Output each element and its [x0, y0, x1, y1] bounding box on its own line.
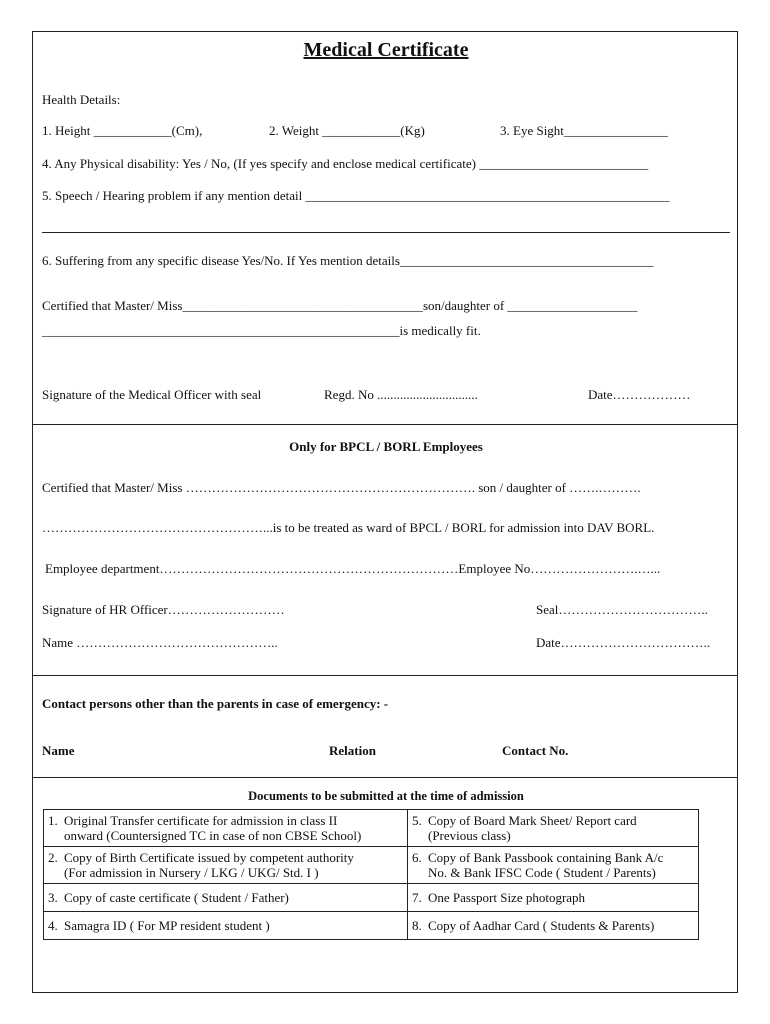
section-divider	[33, 424, 737, 425]
table-row	[44, 810, 699, 847]
document-item: 5. Copy of Board Mark Sheet/ Report card (Previous class)	[408, 810, 699, 847]
height-field: 1. Height ____________(Cm),	[42, 123, 203, 138]
hr-signature-field: Signature of HR Officer………………………	[42, 602, 285, 617]
health-details-heading: Health Details:	[42, 92, 121, 107]
document-item: 4. Samagra ID ( For MP resident student )	[44, 912, 408, 940]
employee-department-field: Employee department……………………………………………………………Employee No…………………….…...	[45, 561, 661, 576]
weight-field: 2. Weight ____________(Kg)	[269, 123, 425, 138]
medical-date-field: Date………………	[588, 387, 691, 402]
bpcl-certified-line-1: Certified that Master/ Miss …………………………………………………………. son / daughter of …….……….	[42, 480, 641, 495]
medical-certified-line-2: _______________________________________________________is medically fit.	[42, 323, 481, 338]
document-item: 1. Original Transfer certificate for admission in class II onward (Countersigned TC in case of non CBSE School)	[44, 810, 408, 847]
eyesight-field: 3. Eye Sight________________	[500, 123, 668, 138]
contact-col-relation: Relation	[329, 743, 376, 758]
document-item: 6. Copy of Bank Passbook containing Bank A/c No. & Bank IFSC Code ( Student / Parents)	[408, 847, 699, 884]
section-divider	[33, 675, 737, 676]
documents-table	[43, 809, 699, 940]
section-divider	[33, 777, 737, 778]
medical-certified-line-1: Certified that Master/ Miss_____________________________________son/daughter of ____________________	[42, 298, 638, 313]
hr-name-field: Name ………………………………………..	[42, 635, 278, 650]
table-row	[44, 847, 699, 884]
document-item: 2. Copy of Birth Certificate issued by competent authority (For admission in Nursery / LKG / UKG/ Std. I )	[44, 847, 408, 884]
document-item: 8. Copy of Aadhar Card ( Students & Parents)	[408, 912, 699, 940]
physical-disability-field: 4. Any Physical disability: Yes / No, (If yes specify and enclose medical certificate) __________________________	[42, 156, 649, 171]
table-row	[44, 912, 699, 940]
contact-col-contact-no: Contact No.	[502, 743, 569, 758]
contact-col-name: Name	[42, 743, 75, 758]
documents-heading: Documents to be submitted at the time of admission	[248, 789, 524, 803]
seal-field: Seal……………………………..	[536, 602, 708, 617]
speech-hearing-field: 5. Speech / Hearing problem if any mention detail ________________________________________________________	[42, 188, 670, 203]
table-row	[44, 884, 699, 912]
document-item: 7. One Passport Size photograph	[408, 884, 699, 912]
medical-officer-signature: Signature of the Medical Officer with seal	[42, 387, 262, 402]
regd-no-field: Regd. No ...............................	[324, 387, 478, 402]
bpcl-certified-line-2: ……………………………………………...is to be treated as ward of BPCL / BORL for admission into DAV BORL.	[42, 520, 655, 535]
bpcl-heading: Only for BPCL / BORL Employees	[289, 439, 483, 454]
certificate-frame	[32, 31, 738, 993]
hr-date-field: Date……………………………..	[536, 635, 711, 650]
page-title: Medical Certificate	[303, 39, 469, 61]
speech-detail-line	[42, 232, 730, 233]
document-item: 3. Copy of caste certificate ( Student / Father)	[44, 884, 408, 912]
disease-field: 6. Suffering from any specific disease Yes/No. If Yes mention details_______________________________________	[42, 253, 654, 268]
emergency-contact-heading: Contact persons other than the parents in case of emergency: -	[42, 696, 389, 711]
